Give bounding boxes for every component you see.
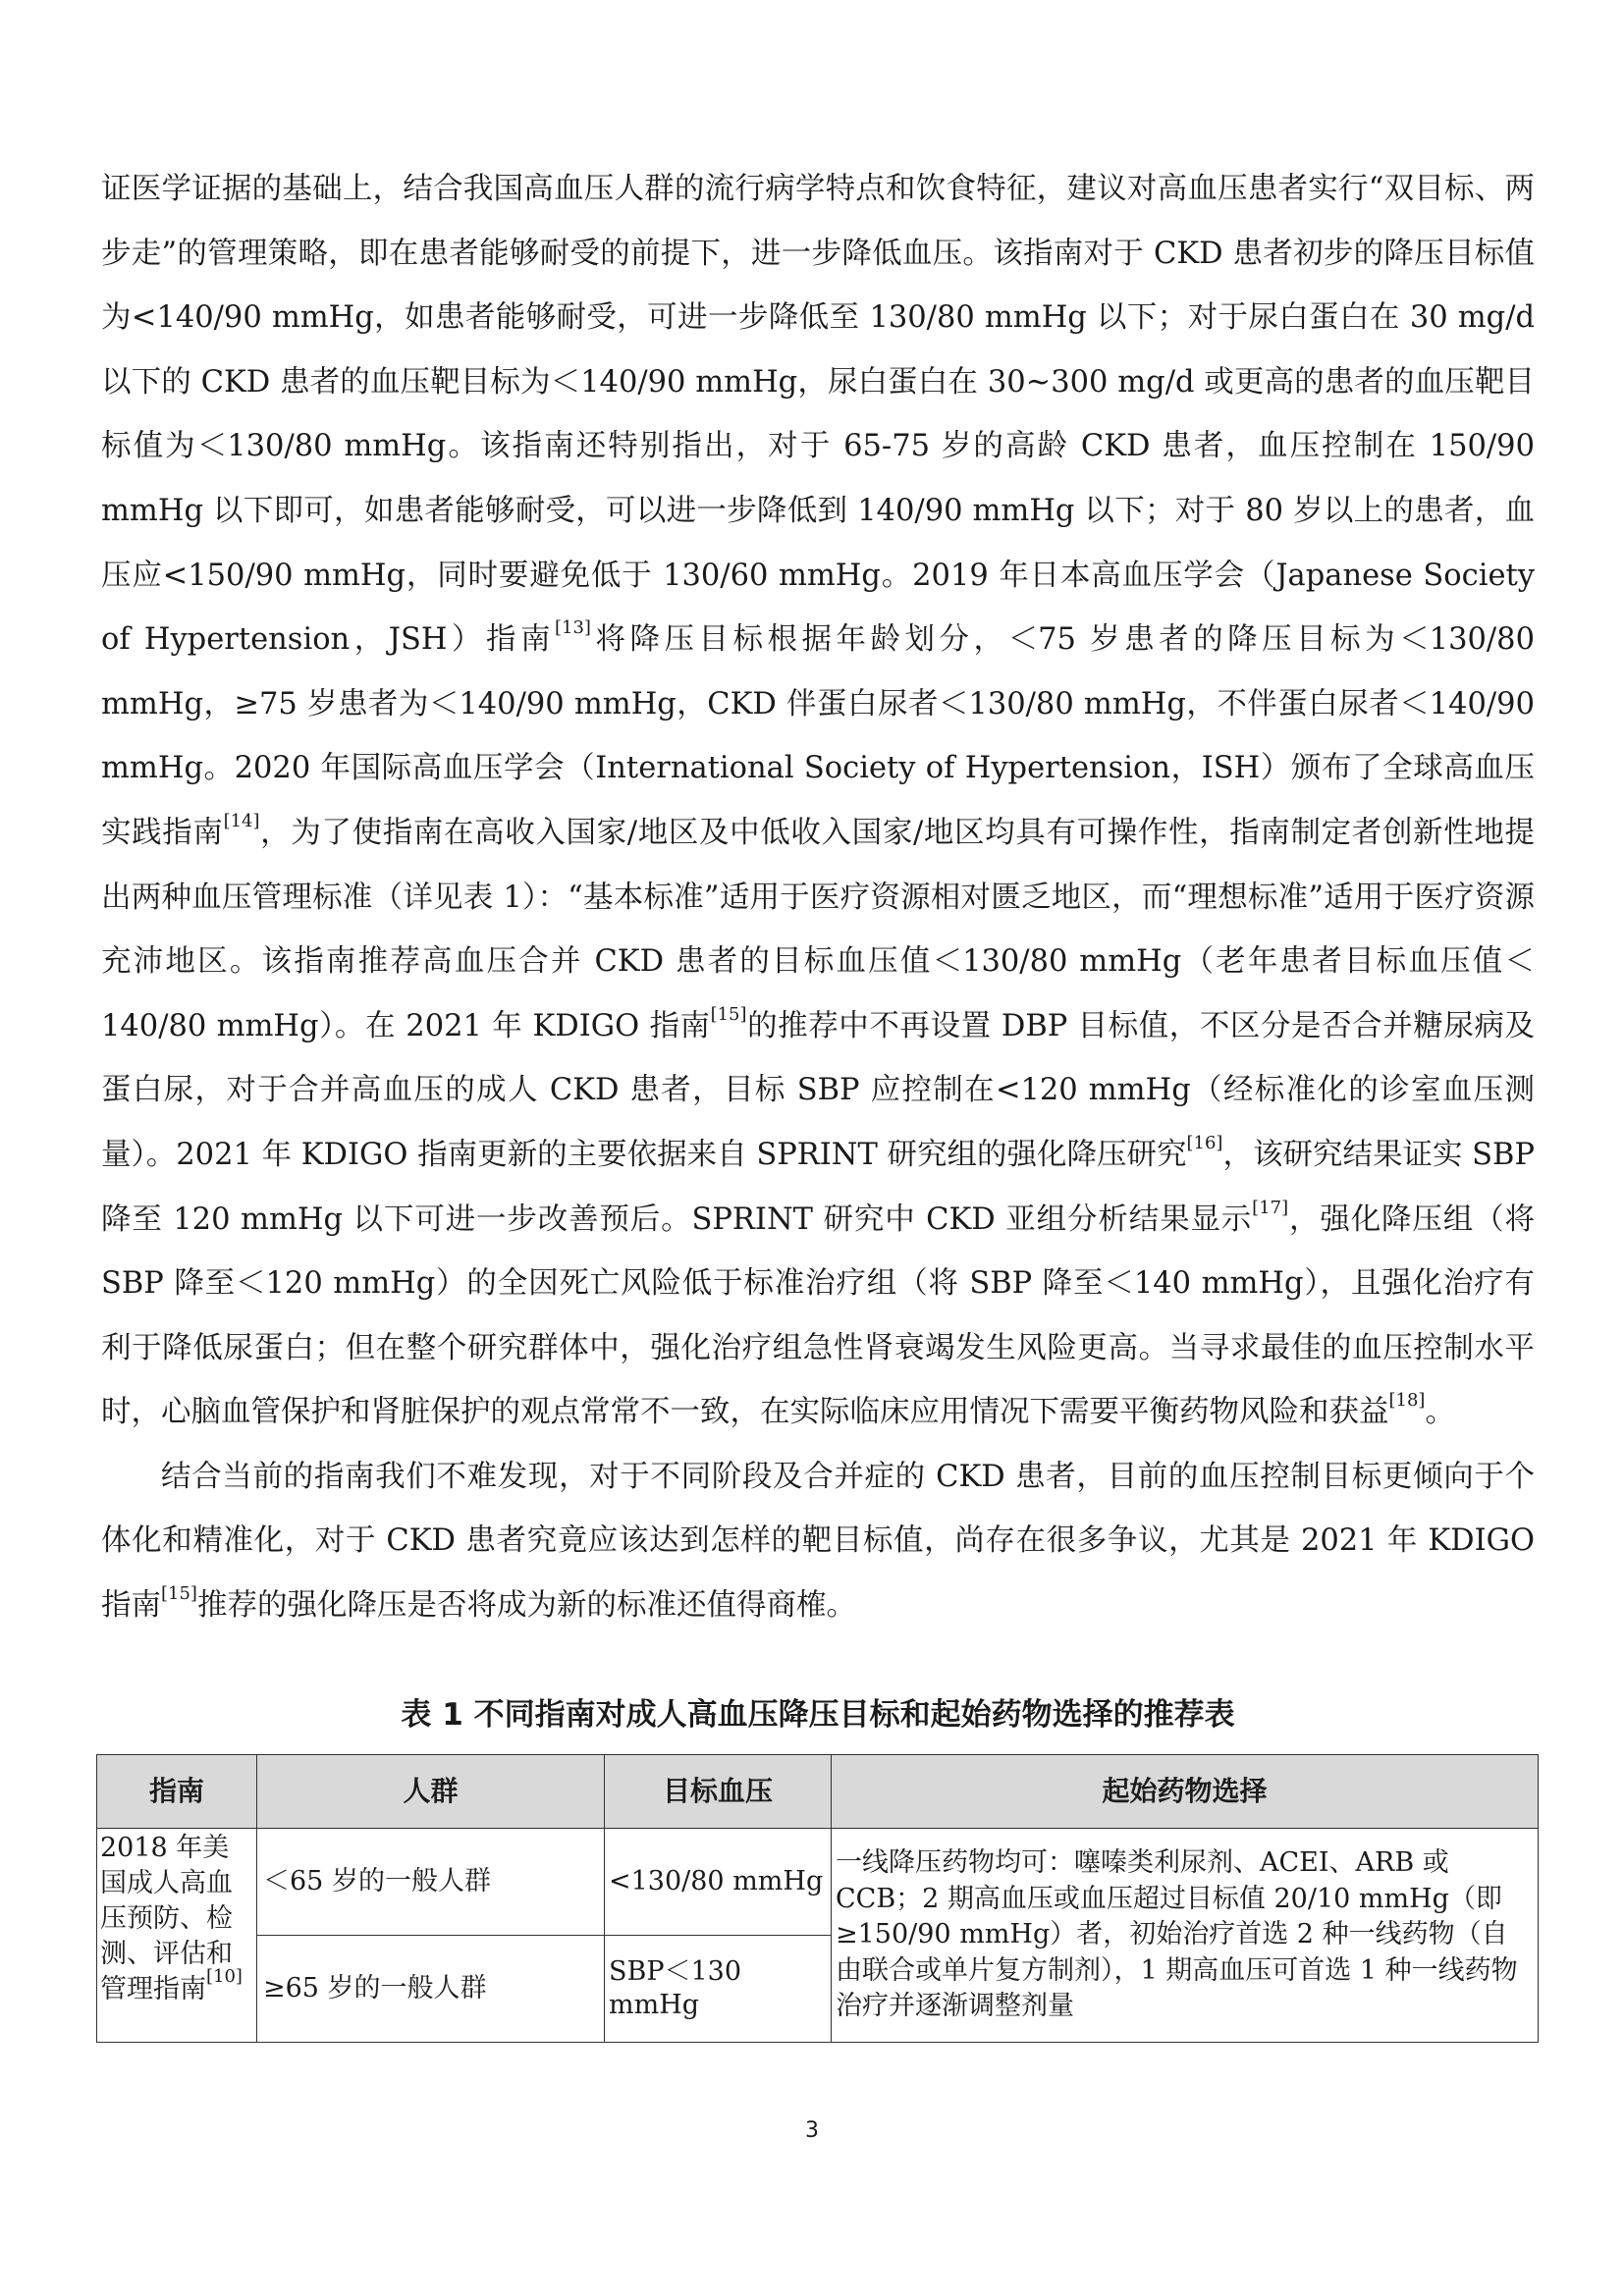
text-run: ，为了使指南在高收入国家/地区及中低收入国家/地区均具有可操作性，指南制定者创新性地提出两种血压管理标准（详见表 1）：“基本标准”适用于医疗资源相对匮乏地区，而“理想标准”适用于医疗资源充沛地区。该指南推荐高血压合并 CKD 患者的目标血压值＜130/80 mmHg（老年患者目标血压值＜140/80 mmHg）。在 2021 年 KDIGO 指南 [101, 815, 1535, 1043]
target-bp-cell: <130/80 mmHg [605, 1829, 832, 1936]
text-run: 推荐的强化降压是否将成为新的标准还值得商榷。 [196, 1588, 856, 1624]
citation-15: [15] [710, 1003, 747, 1025]
text-run: 将降压目标根据年龄划分，＜75 岁患者的降压目标为＜130/80 mmHg，≥75 岁患者为＜140/90 mmHg，CKD 伴蛋白尿者＜130/80 mmHg，不伴蛋白尿者＜140/90 mmHg。2020 年国际高血压学会（International Society of Hypertension，ISH）颁布了全球高血压实践指南 [101, 622, 1535, 850]
guide-cell [97, 1829, 257, 2043]
text-run: 证医学证据的基础上，结合我国高血压人群的流行病学特点和饮食特征，建议对高血压患者实行“双目标、两步走”的管理策略，即在患者能够耐受的前提下，进一步降低血压。该指南对于 CKD 患者初步的降压目标值为<140/90 mmHg，如患者能够耐受，可进一步降低至 130/80 mmHg 以下；对于尿白蛋白在 30 mg/d 以下的 CKD 患者的血压靶目标为＜140/90 mmHg，尿白蛋白在 30~300 mg/d 或更高的患者的血压靶目标值为＜130/80 mmHg。该指南还特别指出，对于 65-75 岁的高龄 CKD 患者，血压控制在 150/90 mmHg 以下即可，如患者能够耐受，可以进一步降低到 140/90 mmHg 以下；对于 80 岁以上的患者，血压应<150/90 mmHg，同时要避免低于 130/60 mmHg。2019 年日本高血压学会（Japanese Society of Hypertension，JSH）指南 [101, 172, 1535, 658]
paragraph-1 [101, 157, 1535, 1445]
citation-18: [18] [1388, 1390, 1426, 1412]
page-number: 3 [805, 2118, 819, 2143]
population-cell: ＜65 岁的一般人群 [257, 1829, 605, 1936]
citation-14: [14] [223, 810, 260, 831]
table-row [97, 1829, 1539, 1936]
target-bp-cell: SBP＜130 mmHg [605, 1936, 832, 2043]
citation-17: [17] [1252, 1197, 1289, 1218]
recommendation-table [96, 1754, 1539, 2043]
header-initial-drug: 起始药物选择 [832, 1755, 1539, 1829]
guide-name: 2018 年美国成人高血压预防、检测、评估和管理指南 [100, 1833, 233, 2004]
text-run: 的推荐中不再设置 DBP 目标值，不区分是否合并糖尿病及蛋白尿，对于合并高血压的成人 CKD 患者，目标 SBP 应控制在<120 mmHg（经标准化的诊室血压测量）。2021 年 KDIGO 指南更新的主要依据来自 SPRINT 研究组的强化降压研究 [101, 1008, 1535, 1172]
header-population: 人群 [257, 1755, 605, 1829]
drug-choice-cell: 一线降压药物均可：噻嗪类利尿剂、ACEI、ARB 或 CCB；2 期高血压或血压超过目标值 20/10 mmHg（即≥150/90 mmHg）者，初始治疗首选 2 种一线药物（自由联合或单片复方制剂），1 期高血压可首选 1 种一线药物治疗并逐渐调整剂量 [832, 1829, 1539, 2043]
citation-16: [16] [1186, 1132, 1223, 1153]
population-cell: ≥65 岁的一般人群 [257, 1936, 605, 2043]
text-run: ，强化降压组（将 SBP 降至＜120 mmHg）的全因死亡风险低于标准治疗组（将 SBP 降至＜140 mmHg），且强化治疗有利于降低尿蛋白；但在整个研究群体中，强化治疗组急性肾衰竭发生风险更高。当寻求最佳的血压控制水平时，心脑血管保护和肾脏保护的观点常常不一致，在实际临床应用情况下需要平衡药物风险和获益 [101, 1201, 1535, 1430]
header-target-bp: 目标血压 [605, 1755, 832, 1829]
paragraph-2 [101, 1445, 1535, 1638]
header-guide: 指南 [97, 1755, 257, 1829]
table-caption: 表 1 不同指南对成人高血压降压目标和起始药物选择的推荐表 [401, 1697, 1235, 1733]
citation-15: [15] [161, 1582, 197, 1604]
text-run: 结合当前的指南我们不难发现，对于不同阶段及合并症的 CKD 患者，目前的血压控制目标更倾向于个体化和精准化，对于 CKD 患者究竟应该达到怎样的靶目标值，尚存在很多争议，尤其是 2021 年 KDIGO 指南 [101, 1459, 1535, 1624]
citation-10: [10] [206, 1965, 243, 1987]
citation-13: [13] [554, 616, 591, 638]
body-text [101, 157, 1535, 1638]
table-header-row [97, 1755, 1539, 1829]
text-run: 。 [1425, 1395, 1455, 1430]
text-run: ，该研究结果证实 SBP 降至 120 mmHg 以下可进一步改善预后。SPRINT 研究中 CKD 亚组分析结果显示 [101, 1137, 1535, 1237]
